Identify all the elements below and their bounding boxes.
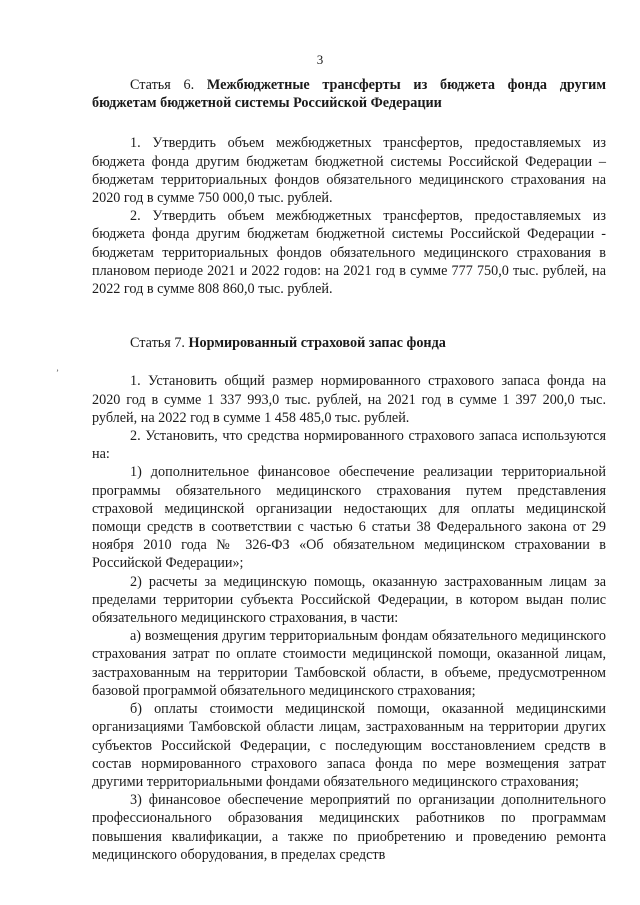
article-6-title: Межбюджетные трансферты из бюджета фонда другим бюджетам бюджетной системы Российской Федерации bbox=[92, 77, 607, 112]
article-7-item-3: 3) финансовое обеспечение мероприятий по организации дополнительного профессионального образования медицинских работников по программам повышения квалификации, а также по приобретению и проведению ремонта медицинского оборудования, в пределах средств bbox=[92, 792, 606, 863]
document-body bbox=[92, 76, 606, 864]
article-7-prefix: Статья 7. bbox=[130, 335, 185, 352]
article-6-paragraph-2: 2. Утвердить объем межбюджетных трансфертов, предоставляемых из бюджета фонда другим бюджетам бюджетной системы Российской Федерации - бюджетам территориальных фондов обязательного медицинского страхования в плановом периоде 2021 и 2022 годов: на 2021 год в сумме 777 750,0 тыс. рублей, на 2022 год в сумме 808 860,0 тыс. рублей. bbox=[92, 208, 606, 298]
article-7-item-2: 2) расчеты за медицинскую помощь, оказанную застрахованным лицам за пределами территории субъекта Российской Федерации, в котором выдан полис обязательного медицинского страхования, в части: bbox=[92, 573, 606, 627]
article-7-item-1: 1) дополнительное финансовое обеспечение реализации территориальной программы обязательного медицинского страхования путем представления страховой медицинской организации недостающих для оплаты медицинской помощи средств в соответствии с частью 6 статьи 38 Федерального закона от 29 ноября 2010 года № 326-ФЗ «Об обязательном медицинском страховании в Российской Федерации»; bbox=[92, 464, 606, 572]
article-7-subitem-b: б) оплаты стоимости медицинской помощи, оказанной медицинскими организациями Тамбовской области лицам, застрахованным на территории других субъектов Российской Федерации, с последующим восстановлением средств в состав нормированного страхового запаса фонда по мере возмещения затрат другими территориальными фондами обязательного медицинского страхования; bbox=[92, 701, 606, 790]
article-6-heading bbox=[92, 76, 606, 112]
article-7-heading bbox=[92, 334, 606, 352]
article-6-paragraph-1: 1. Утвердить объем межбюджетных трансфертов, предоставляемых из бюджета фонда другим бюджетам бюджетной системы Российской Федерации – бюджетам территориальных фондов обязательного медицинского страхования на 2020 год в сумме 750 000,0 тыс. рублей. bbox=[92, 135, 606, 207]
page-number: 3 bbox=[316, 52, 324, 67]
margin-mark: ʼ bbox=[56, 368, 59, 378]
article-6-prefix: Статья 6. bbox=[130, 77, 195, 93]
article-7-paragraph-1: 1. Установить общий размер нормированного страхового запаса фонда на 2020 год в сумме 1 337 993,0 тыс. рублей, на 2021 год в сумме 1 397 200,0 тыс. рублей, на 2022 год в сумме 1 458 485,0 тыс. рублей. bbox=[92, 373, 606, 426]
article-7-subitem-a: а) возмещения другим территориальным фондам обязательного медицинского страхования затрат по оплате стоимости медицинской помощи, оказанной лицам, застрахованным на территории Тамбовской области, в объеме, предусмотренном базовой программой обязательного медицинского страхования; bbox=[92, 628, 606, 699]
article-7-title: Нормированный страховой запас фонда bbox=[188, 335, 446, 352]
article-7-paragraph-2: 2. Установить, что средства нормированного страхового запаса используются на: bbox=[92, 428, 606, 463]
